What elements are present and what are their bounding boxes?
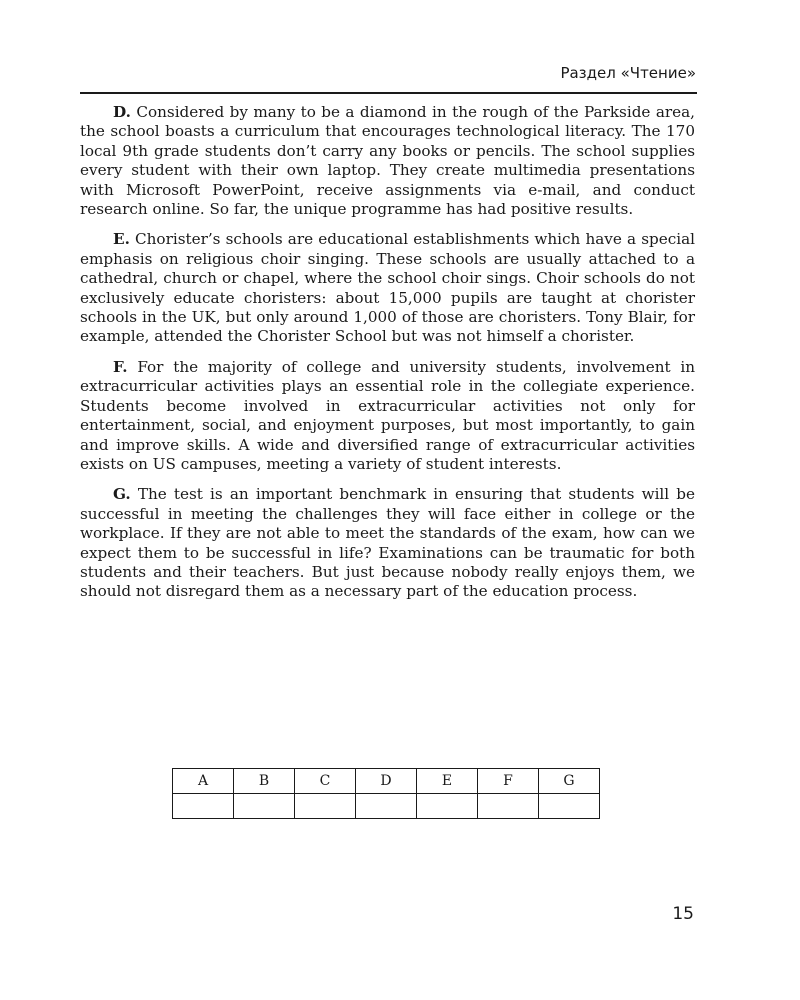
page-number: 15: [672, 904, 694, 924]
paragraph-text: Chorister’s schools are educational establishments which have a special emphasis on religious choir singing. These schools are usually attached to a cathedral, church or chapel, where the school choir sings. Choir schools do not exclusively educate choristers: about 15,000 pupils are taught at chorister schools in the UK, but only around 1,000 of those are choristers. Tony Blair, for example, attended the Chorister School but was not himself a chorister.: [80, 230, 695, 346]
answer-column-header: G: [539, 769, 600, 794]
running-head: Раздел «Чтение»: [560, 64, 696, 82]
answer-table-header-row: [173, 769, 600, 794]
answer-column-header: F: [478, 769, 539, 794]
paragraph-g: [80, 485, 695, 601]
answer-cell-d[interactable]: [356, 794, 417, 819]
paragraph-letter: G.: [113, 485, 131, 504]
paragraph-letter: E.: [113, 230, 130, 249]
paragraph-text: Considered by many to be a diamond in the rough of the Parkside area, the school boasts a curriculum that encourages technological literacy. The 170 local 9th grade students don’t carry any books or pencils. The school supplies every student with their own laptop. They create multimedia presentations with Microsoft PowerPoint, receive assignments via e-mail, and conduct research online. So far, the unique programme has had positive results.: [80, 103, 696, 219]
answer-cell-b[interactable]: [234, 794, 295, 819]
answer-cell-c[interactable]: [295, 794, 356, 819]
paragraph-e: [80, 230, 695, 346]
answer-column-header: E: [417, 769, 478, 794]
answer-column-header: D: [356, 769, 417, 794]
paragraph-letter: D.: [113, 103, 131, 121]
answer-column-header: A: [173, 769, 234, 794]
paragraph-f: [80, 358, 695, 474]
paragraph-d: [80, 103, 695, 219]
answer-cell-a[interactable]: [173, 794, 234, 819]
answer-table-answer-row: [173, 794, 600, 819]
header-rule: [80, 92, 697, 94]
answer-cell-e[interactable]: [417, 794, 478, 819]
answer-column-header: C: [295, 769, 356, 794]
answer-column-header: B: [234, 769, 295, 794]
answer-cell-g[interactable]: [539, 794, 600, 819]
paragraph-text: The test is an important benchmark in ensuring that students will be successful in meeting the challenges they will face either in college or the workplace. If they are not able to meet the standards of the exam, how can we expect them to be successful in life? Examinations can be traumatic for both students and their teachers. But just because nobody really enjoys them, we should not disregard them as a necessary part of the education process.: [80, 485, 695, 601]
answer-cell-f[interactable]: [478, 794, 539, 819]
answer-table: [172, 768, 600, 819]
paragraph-letter: F.: [113, 357, 128, 376]
reading-text: [80, 103, 695, 613]
paragraph-text: For the majority of college and university students, involvement in extracurricular activities plays an essential role in the collegiate experience. Students become involved in extracurricular activities not only for entertainment, social, and enjoyment purposes, but most importantly, to gain and improve skills. A wide and diversified range of extracurricular activities exists on US campuses, meeting a variety of student interests.: [80, 357, 695, 473]
